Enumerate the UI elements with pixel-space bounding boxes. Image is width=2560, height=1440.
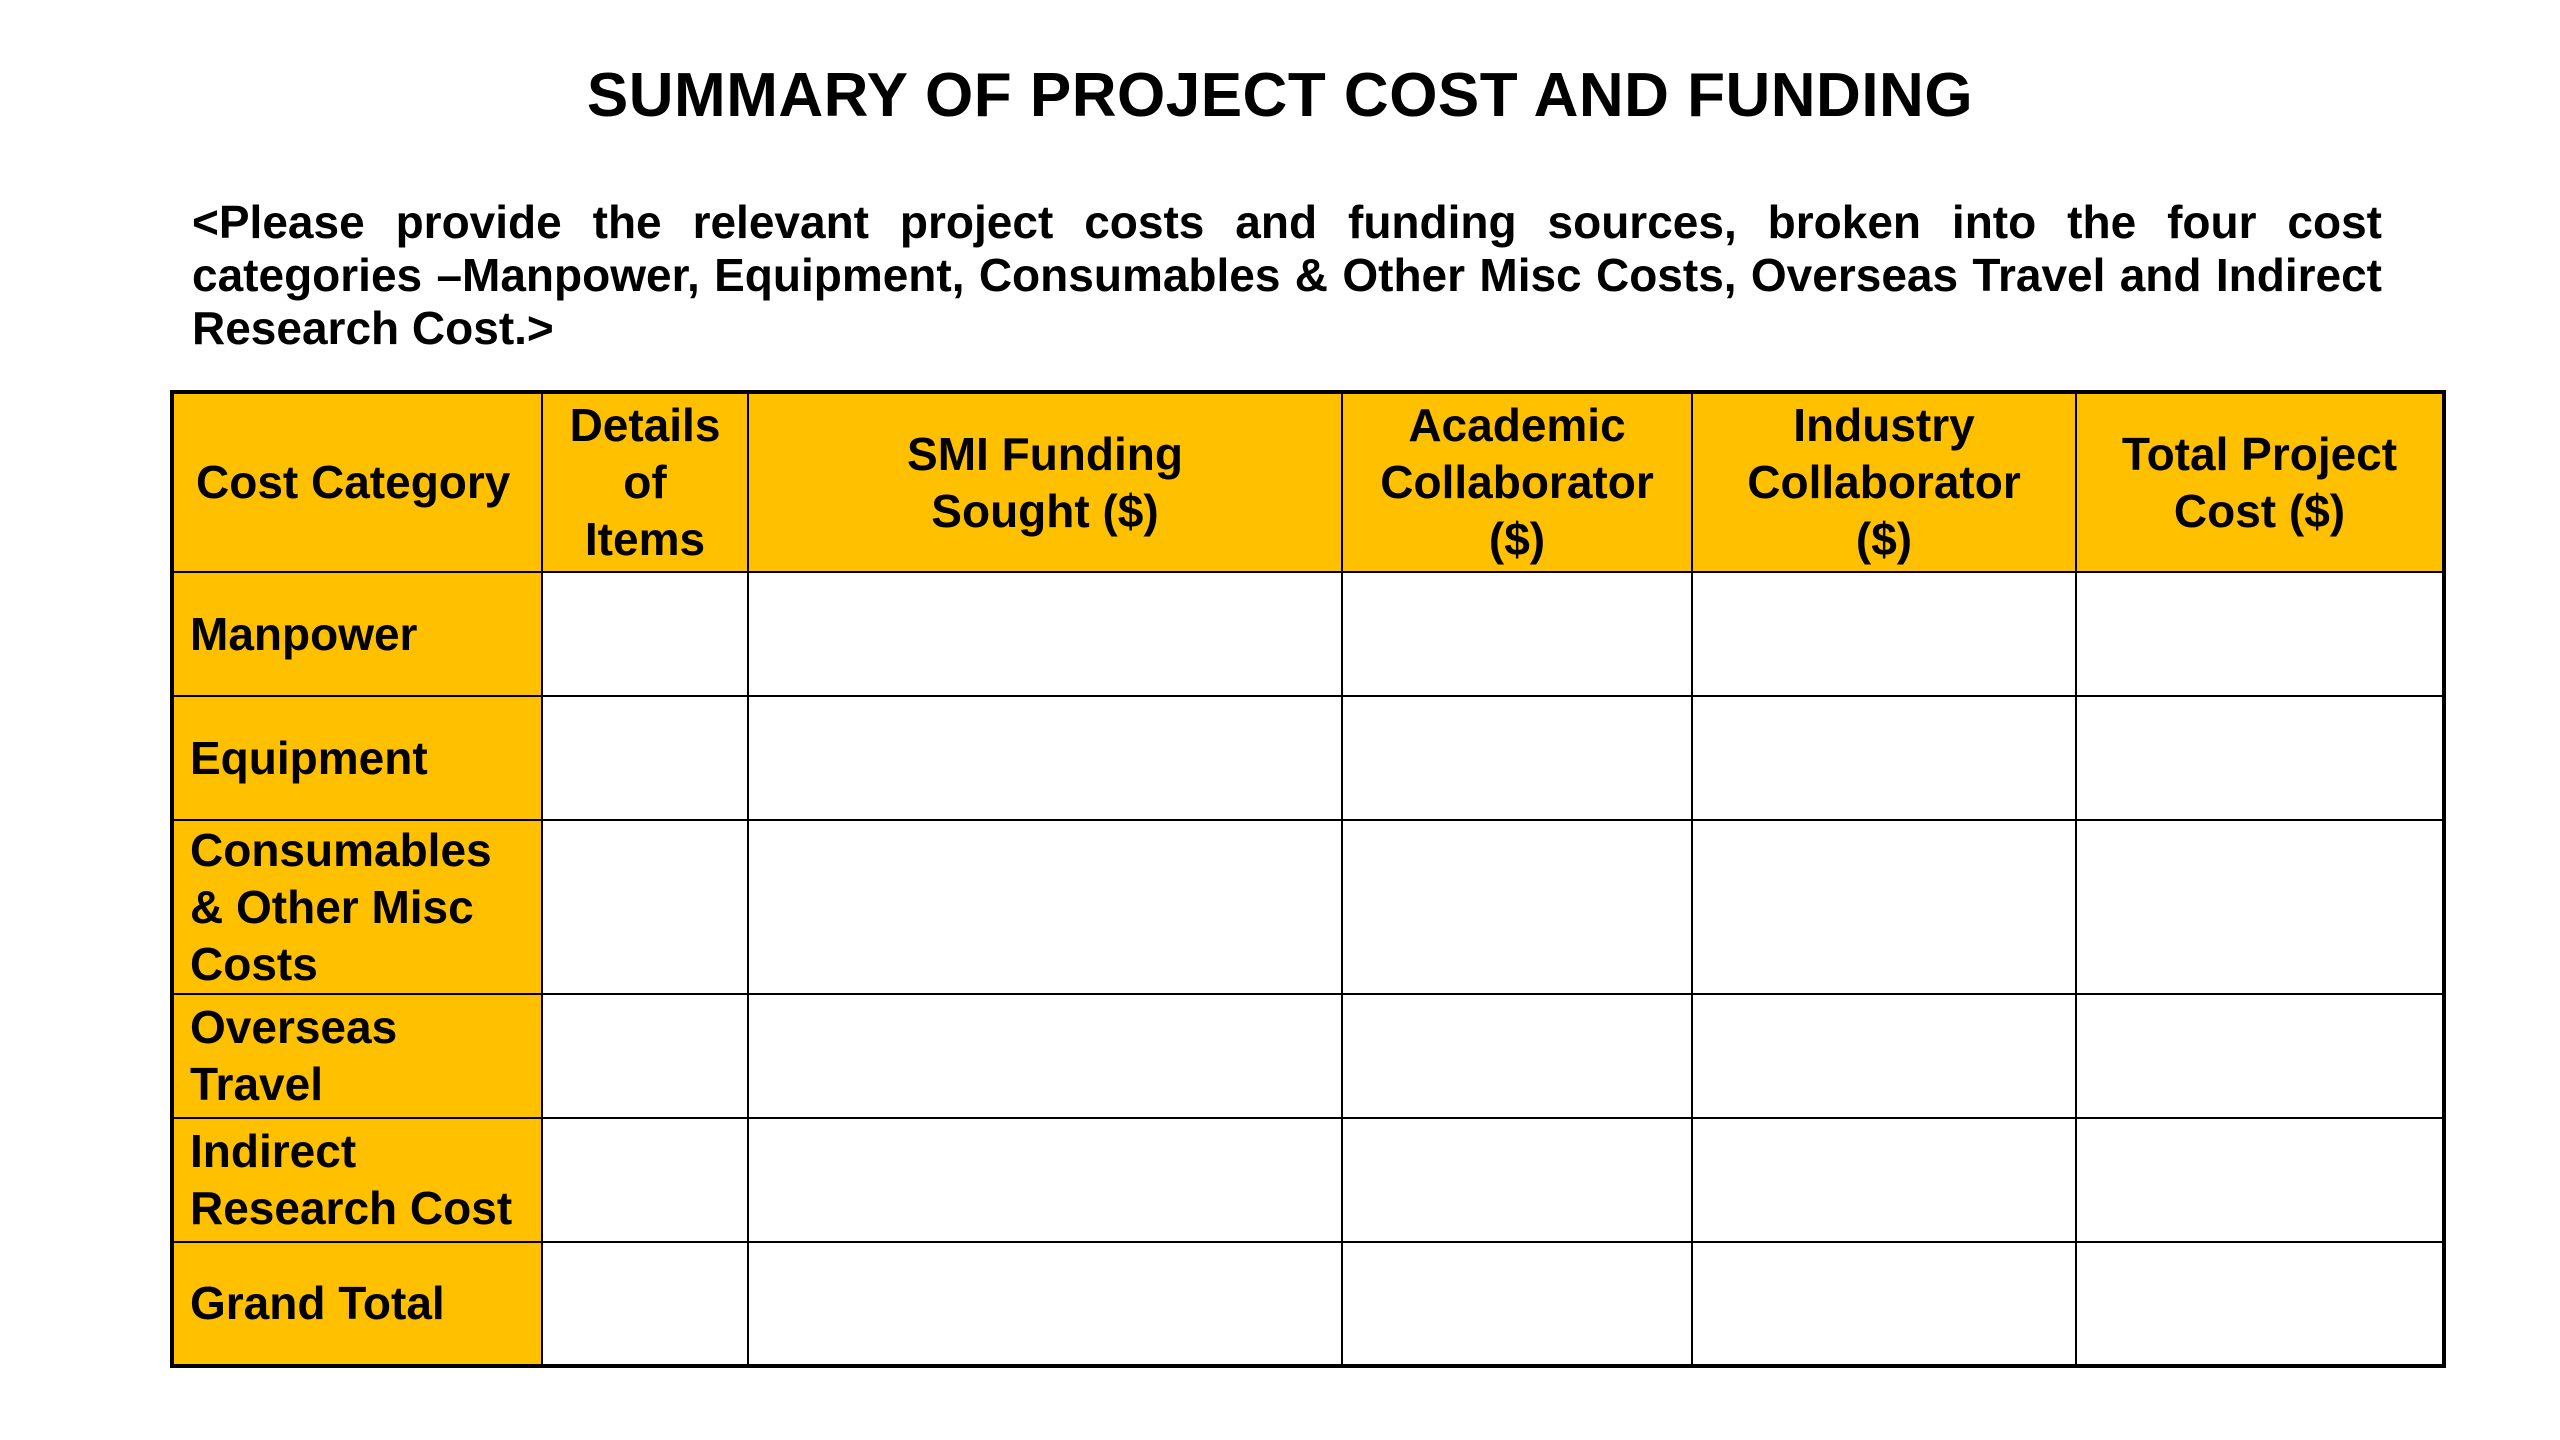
cell-equipment-total[interactable] [2076,696,2444,820]
row-label-consumables: Consumables & Other Misc Costs [172,820,542,994]
cell-equipment-academic[interactable] [1342,696,1692,820]
cell-equipment-industry[interactable] [1692,696,2076,820]
cell-consumables-academic[interactable] [1342,820,1692,994]
cell-indirect-smi-funding[interactable] [748,1118,1342,1242]
cell-grand-total-academic[interactable] [1342,1242,1692,1366]
row-label-grand-total: Grand Total [172,1242,542,1366]
table-row [172,820,2444,994]
cell-manpower-smi-funding[interactable] [748,572,1342,696]
header-smi-funding-sought: SMI Funding Sought ($) [748,392,1342,572]
cell-travel-total[interactable] [2076,994,2444,1118]
cell-travel-academic[interactable] [1342,994,1692,1118]
cell-indirect-details[interactable] [542,1118,748,1242]
cell-travel-smi-funding[interactable] [748,994,1342,1118]
header-cost-category: Cost Category [172,392,542,572]
page-title: SUMMARY OF PROJECT COST AND FUNDING [586,61,1974,130]
header-industry-collaborator: Industry Collaborator ($) [1692,392,2076,572]
table-row [172,994,2444,1118]
cell-indirect-academic[interactable] [1342,1118,1692,1242]
cell-indirect-industry[interactable] [1692,1118,2076,1242]
table-header-row [172,392,2444,572]
cell-consumables-smi-funding[interactable] [748,820,1342,994]
cell-consumables-details[interactable] [542,820,748,994]
cell-consumables-total[interactable] [2076,820,2444,994]
cell-grand-total-industry[interactable] [1692,1242,2076,1366]
row-label-overseas-travel: Overseas Travel [172,994,542,1118]
cell-consumables-industry[interactable] [1692,820,2076,994]
cell-grand-total-smi-funding[interactable] [748,1242,1342,1366]
cell-manpower-details[interactable] [542,572,748,696]
instructions-text: <Please provide the relevant project costs and funding sources, broken into the four cost categories –Manpower, Equipment, Consumables & Other Misc Costs, Overseas Travel and Indirect Research Cost.> [192,196,2382,354]
cell-manpower-academic[interactable] [1342,572,1692,696]
cell-equipment-details[interactable] [542,696,748,820]
table-row [172,1242,2444,1366]
cell-grand-total-details[interactable] [542,1242,748,1366]
cell-indirect-total[interactable] [2076,1118,2444,1242]
cell-equipment-smi-funding[interactable] [748,696,1342,820]
cell-grand-total-total[interactable] [2076,1242,2444,1366]
table-row [172,696,2444,820]
table-row [172,1118,2444,1242]
row-label-manpower: Manpower [172,572,542,696]
cost-funding-table [170,390,2446,1368]
cell-manpower-industry[interactable] [1692,572,2076,696]
header-academic-collaborator: Academic Collaborator ($) [1342,392,1692,572]
header-total-project-cost: Total Project Cost ($) [2076,392,2444,572]
table-row [172,572,2444,696]
cell-travel-industry[interactable] [1692,994,2076,1118]
row-label-equipment: Equipment [172,696,542,820]
cell-travel-details[interactable] [542,994,748,1118]
cell-manpower-total[interactable] [2076,572,2444,696]
header-details-of-items: Details of Items [542,392,748,572]
row-label-indirect-research-cost: Indirect Research Cost [172,1118,542,1242]
